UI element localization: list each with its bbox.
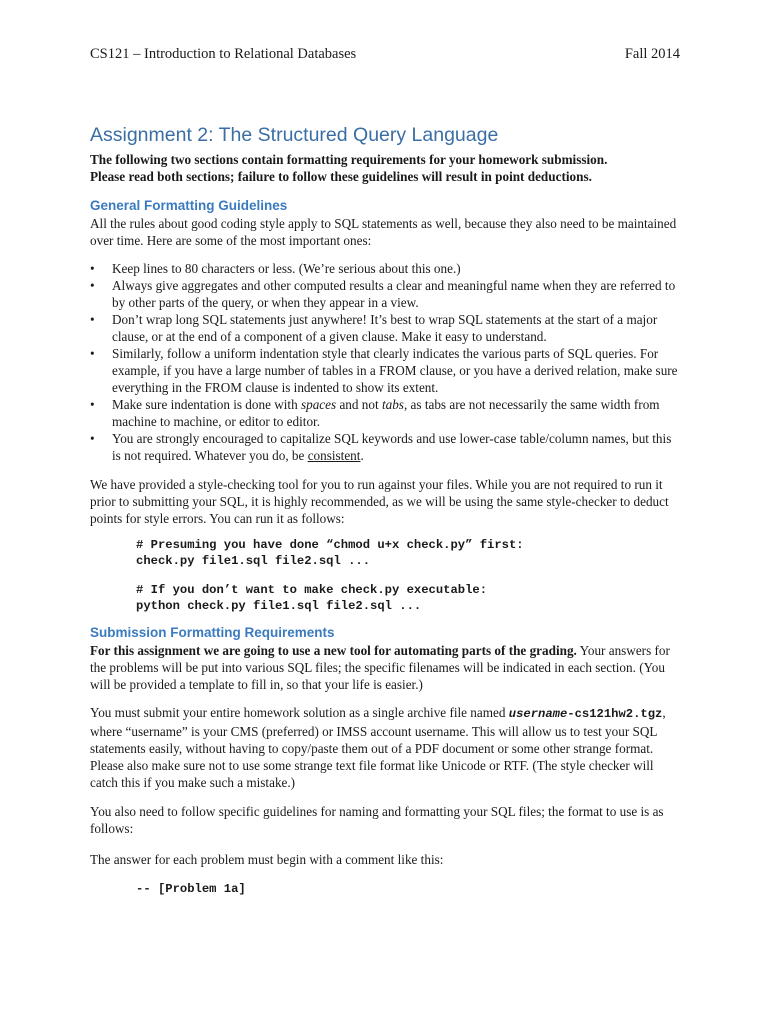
list-item: • You are strongly encouraged to capitalize SQL keywords and use lower-case table/column names, but this is not required. Whatever you do, be consistent. [90,431,672,463]
style-checker-paragraph: We have provided a style-checking tool for you to run against your files. While you are not required to run it prior to submitting your SQL, it is highly recommended, as we will be using the same style-checker to deduct points for style errors. You can run it as follows: [90,477,669,526]
general-intro: All the rules about good coding style apply to SQL statements as well, because they also need to be maintained over time. Here are some of the most important ones: [90,216,677,248]
term: Fall 2014 [624,46,680,62]
submission-paragraph-4: The answer for each problem must begin with a comment like this: [90,852,444,867]
code-block-1 [90,538,680,569]
code-line: # Presuming you have done “chmod u+x check.py” first: [136,538,524,552]
general-guidelines-heading: General Formatting Guidelines [90,198,288,213]
bullet-icon: • [90,346,95,361]
submission-paragraph-2: You must submit your entire homework solution as a single archive file named username-cs121hw2.tgz, where “username” is your CMS (preferred) or IMSS account username. This will allow us to test your SQL statements easily, without having to copy/paste them out of a PDF document or some other strange format. Please also make sure not to use some strange text file format like Unicode or RTF. (The style checker will catch this if you make such a mistake.) [90,705,666,790]
assignment-title: Assignment 2: The Structured Query Language [90,124,499,146]
submission-paragraph-3: You also need to follow specific guidelines for naming and formatting your SQL files; the format to use is as follows: [90,804,664,836]
list-item: • Don’t wrap long SQL statements just anywhere! It’s best to wrap SQL statements at the start of a major clause, or at the end of a component of a given clause. Make it easy to understand. [90,312,658,344]
intro-line-2: Please read both sections; failure to follow these guidelines will result in point deductions. [90,169,592,184]
spaces-emphasis: spaces [300,397,337,412]
document-body [90,151,680,898]
submission-paragraph-1: For this assignment we are going to use a new tool for automating parts of the grading. Your answers for the problems will be put into various SQL files; the specific filenames will be indicated in each section. (You will be provided a template to fill in, so that your life is easier.) [90,643,670,692]
bullet-icon: • [90,261,95,276]
bullet-icon: • [90,312,95,327]
list-item: • Keep lines to 80 characters or less. (We’re serious about this one.) [90,261,461,276]
archive-filename-code: -cs121hw2.tgz [567,707,663,721]
submission-requirements-heading: Submission Formatting Requirements [90,625,335,640]
bullet-icon: • [90,278,95,293]
consistent-underlined: consistent [307,448,361,463]
list-item: • Similarly, follow a uniform indentation style that clearly indicates the various parts of SQL queries. For example, if you have a large number of tables in a FROM clause, or you have a derived relation, make sure everything in the FROM clause is indented to show its extent. [90,346,678,395]
code-block-2 [90,583,680,614]
bullet-icon: • [90,397,95,412]
list-item: • Always give aggregates and other computed results a clear and meaningful name when they are referred to by other parts of the query, or when they appear in a view. [90,278,676,310]
problem-comment-code: -- [Problem 1a] [136,882,246,896]
rules-list [90,260,680,464]
code-line: python check.py file1.sql file2.sql ... [136,598,422,613]
tabs-emphasis: tabs [381,397,404,412]
intro-line-1: The following two sections contain formatting requirements for your homework submission. [90,152,608,167]
username-code: username [508,707,568,721]
list-item: • Make sure indentation is done with spaces and not tabs, as tabs are not necessarily the same width from machine to machine, or editor to editor. [90,397,660,429]
course-name: CS121 – Introduction to Relational Databases [90,46,357,62]
bullet-icon: • [90,431,95,446]
page-header [90,46,680,63]
code-line: check.py file1.sql file2.sql ... [136,553,371,568]
code-line: # If you don’t want to make check.py executable: [136,583,488,597]
